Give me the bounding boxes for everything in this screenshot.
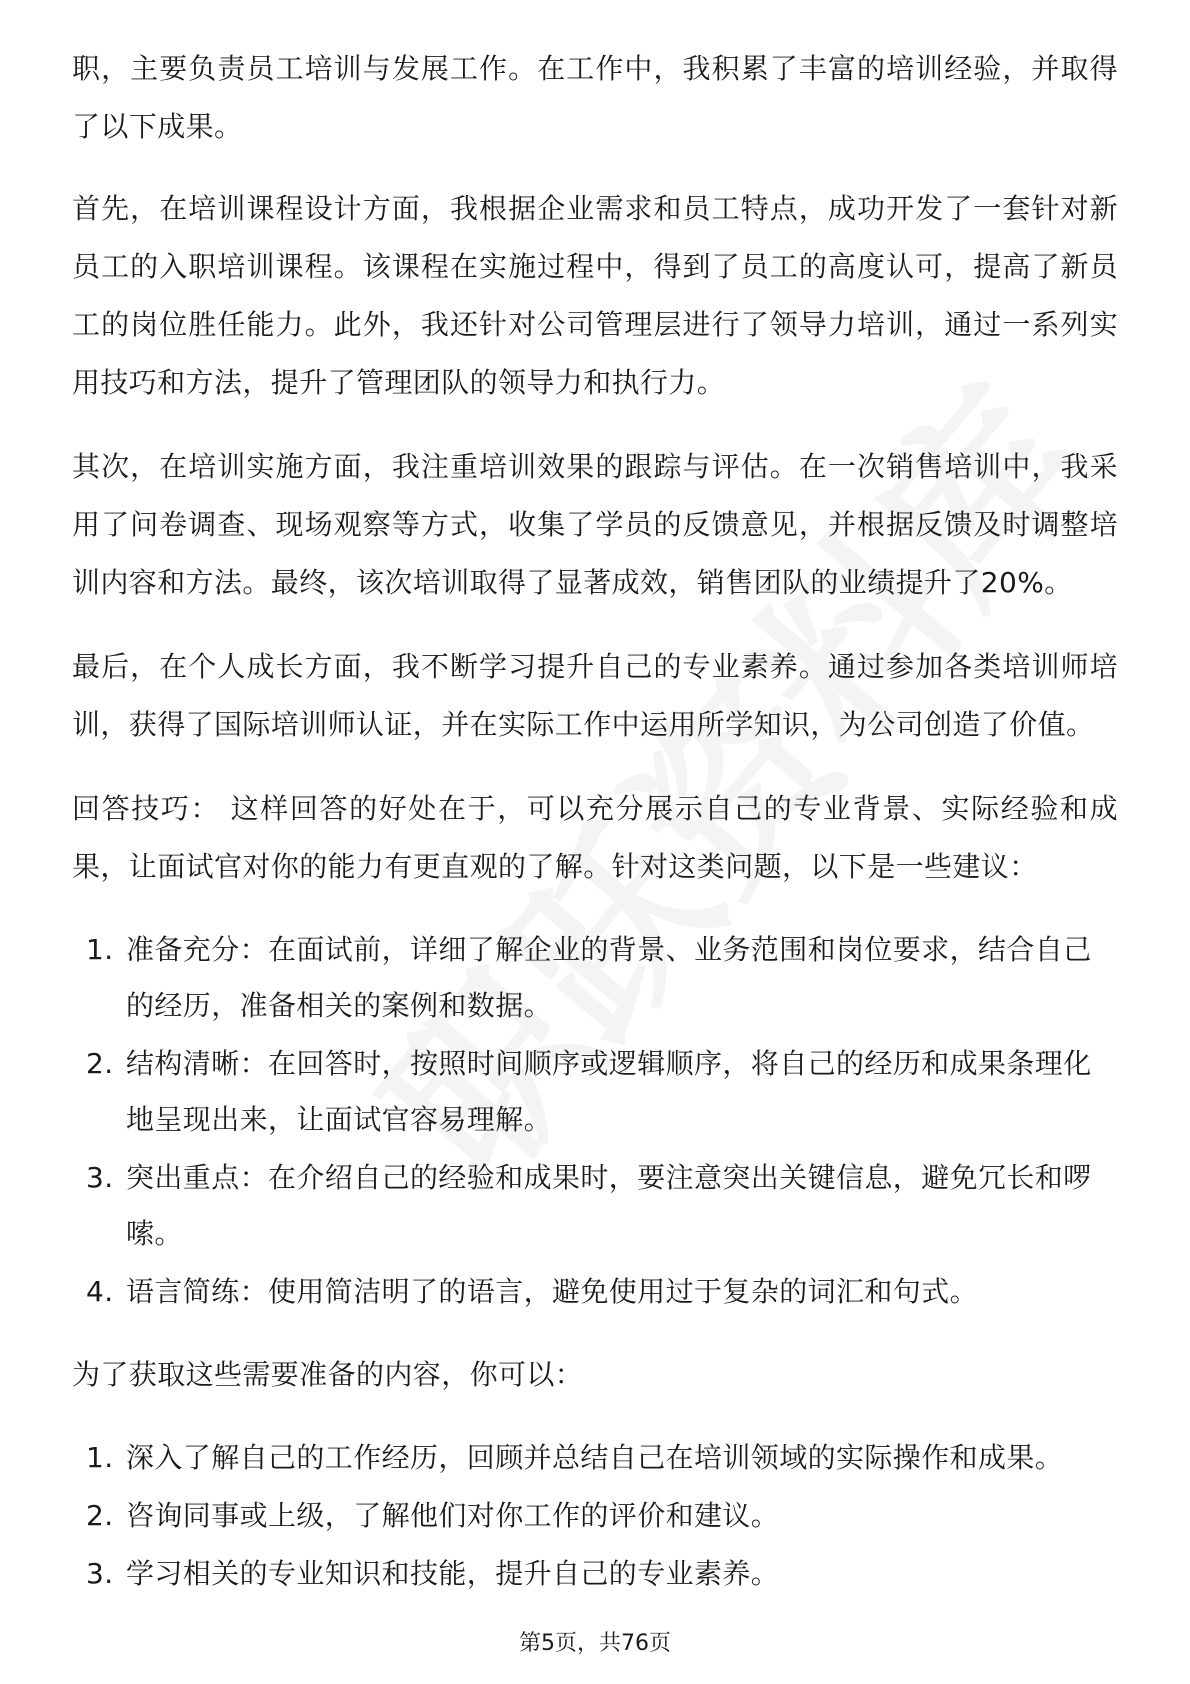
preparation-list (72, 1430, 1118, 1602)
page-footer: 第5页，共76页 (519, 1631, 671, 1656)
paragraph-answer-tips: 回答技巧： 这样回答的好处在于，可以充分展示自己的专业背景、实际经验和成果，让面试官对你的能力有更直观的了解。针对这类问题，以下是一些建议： (72, 792, 1118, 883)
list-number: 2. (86, 1047, 114, 1080)
tips-list (72, 922, 1118, 1320)
list-item (72, 922, 1118, 1034)
list-item (72, 1546, 1118, 1602)
list-item-text: 学习相关的专业知识和技能，提升自己的专业素养。 (126, 1557, 780, 1590)
list-item-text: 准备充分：在面试前，详细了解企业的背景、业务范围和岗位要求，结合自己的经历，准备相关的案例和数据。 (126, 933, 1092, 1022)
list-number: 2. (86, 1499, 114, 1532)
list-item (72, 1430, 1118, 1486)
paragraph-personal-growth: 最后，在个人成长方面，我不断学习提升自己的专业素养。通过参加各类培训师培训，获得了国际培训师认证，并在实际工作中运用所学知识，为公司创造了价值。 (72, 650, 1118, 741)
list-number: 1. (86, 1441, 114, 1474)
list-item (72, 1488, 1118, 1544)
list-item (72, 1150, 1118, 1262)
paragraph-course-design: 首先，在培训课程设计方面，我根据企业需求和员工特点，成功开发了一套针对新员工的入职培训课程。该课程在实施过程中，得到了员工的高度认可，提高了新员工的岗位胜任能力。此外，我还针对公司管理层进行了领导力培训，通过一系列实用技巧和方法，提升了管理团队的领导力和执行力。 (72, 192, 1118, 399)
document-page (72, 40, 1118, 1628)
list-number: 1. (86, 933, 114, 966)
list-item (72, 1036, 1118, 1148)
list-item-text: 突出重点：在介绍自己的经验和成果时，要注意突出关键信息，避免冗长和啰嗦。 (126, 1161, 1092, 1250)
list-number: 4. (86, 1275, 114, 1308)
list-item-text: 咨询同事或上级，了解他们对你工作的评价和建议。 (126, 1499, 780, 1532)
list-number: 3. (86, 1557, 114, 1590)
list-item (72, 1264, 1118, 1320)
list-item-text: 结构清晰：在回答时，按照时间顺序或逻辑顺序，将自己的经历和成果条理化地呈现出来，让面试官容易理解。 (126, 1047, 1092, 1136)
list-number: 3. (86, 1161, 114, 1194)
paragraph-training-implementation: 其次，在培训实施方面，我注重培训效果的跟踪与评估。在一次销售培训中，我采用了问卷调查、现场观察等方式，收集了学员的反馈意见，并根据反馈及时调整培训内容和方法。最终，该次培训取得了显著成效，销售团队的业绩提升了20%。 (72, 450, 1118, 599)
paragraph-preparation-intro: 为了获取这些需要准备的内容，你可以： (72, 1358, 584, 1391)
list-item-text: 语言简练：使用简洁明了的语言，避免使用过于复杂的词汇和句式。 (126, 1275, 979, 1308)
list-item-text: 深入了解自己的工作经历，回顾并总结自己在培训领域的实际操作和成果。 (126, 1441, 1064, 1474)
paragraph-intro: 职，主要负责员工培训与发展工作。在工作中，我积累了丰富的培训经验，并取得了以下成果。 (72, 52, 1118, 143)
